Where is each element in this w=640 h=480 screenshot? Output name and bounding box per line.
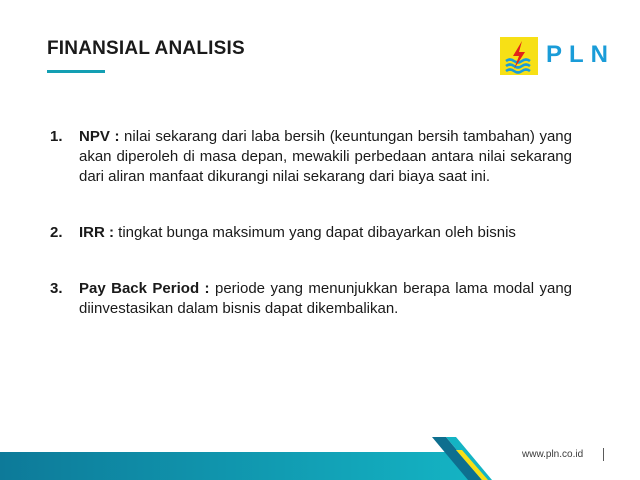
item-term: IRR : (79, 224, 114, 241)
item-term: NPV : (79, 128, 120, 145)
footer-url[interactable]: www.pln.co.id (522, 449, 584, 460)
list-item (50, 223, 572, 243)
logo-wordmark: PLN (546, 41, 615, 68)
item-term: Pay Back Period : (79, 280, 210, 297)
title-underline (47, 70, 105, 73)
list-item (50, 127, 572, 187)
item-number: 1. (50, 128, 63, 145)
footer (0, 430, 640, 480)
item-text: nilai sekarang dari laba bersih (keuntungan bersih tambahan) yang akan diperoleh di masa depan, mewakili perbedaan antara nilai sekarang dari aliran manfaat dikurangi nilai sekarang dari biaya saat ini. (79, 128, 572, 185)
content-list (50, 127, 572, 319)
item-number: 3. (50, 280, 63, 297)
slide-title: FINANSIAL ANALISIS (47, 38, 245, 59)
pln-logo (500, 37, 616, 77)
item-text: periode yang menunjukkan berapa lama modal yang diinvestasikan dalam bisnis dapat dikembalikan. (79, 280, 573, 317)
list-item (50, 279, 572, 319)
item-number: 2. (50, 224, 63, 241)
footer-divider (603, 448, 604, 461)
pln-lightning-icon (500, 37, 538, 75)
item-text: tingkat bunga maksimum yang dapat dibayarkan oleh bisnis (114, 224, 516, 241)
